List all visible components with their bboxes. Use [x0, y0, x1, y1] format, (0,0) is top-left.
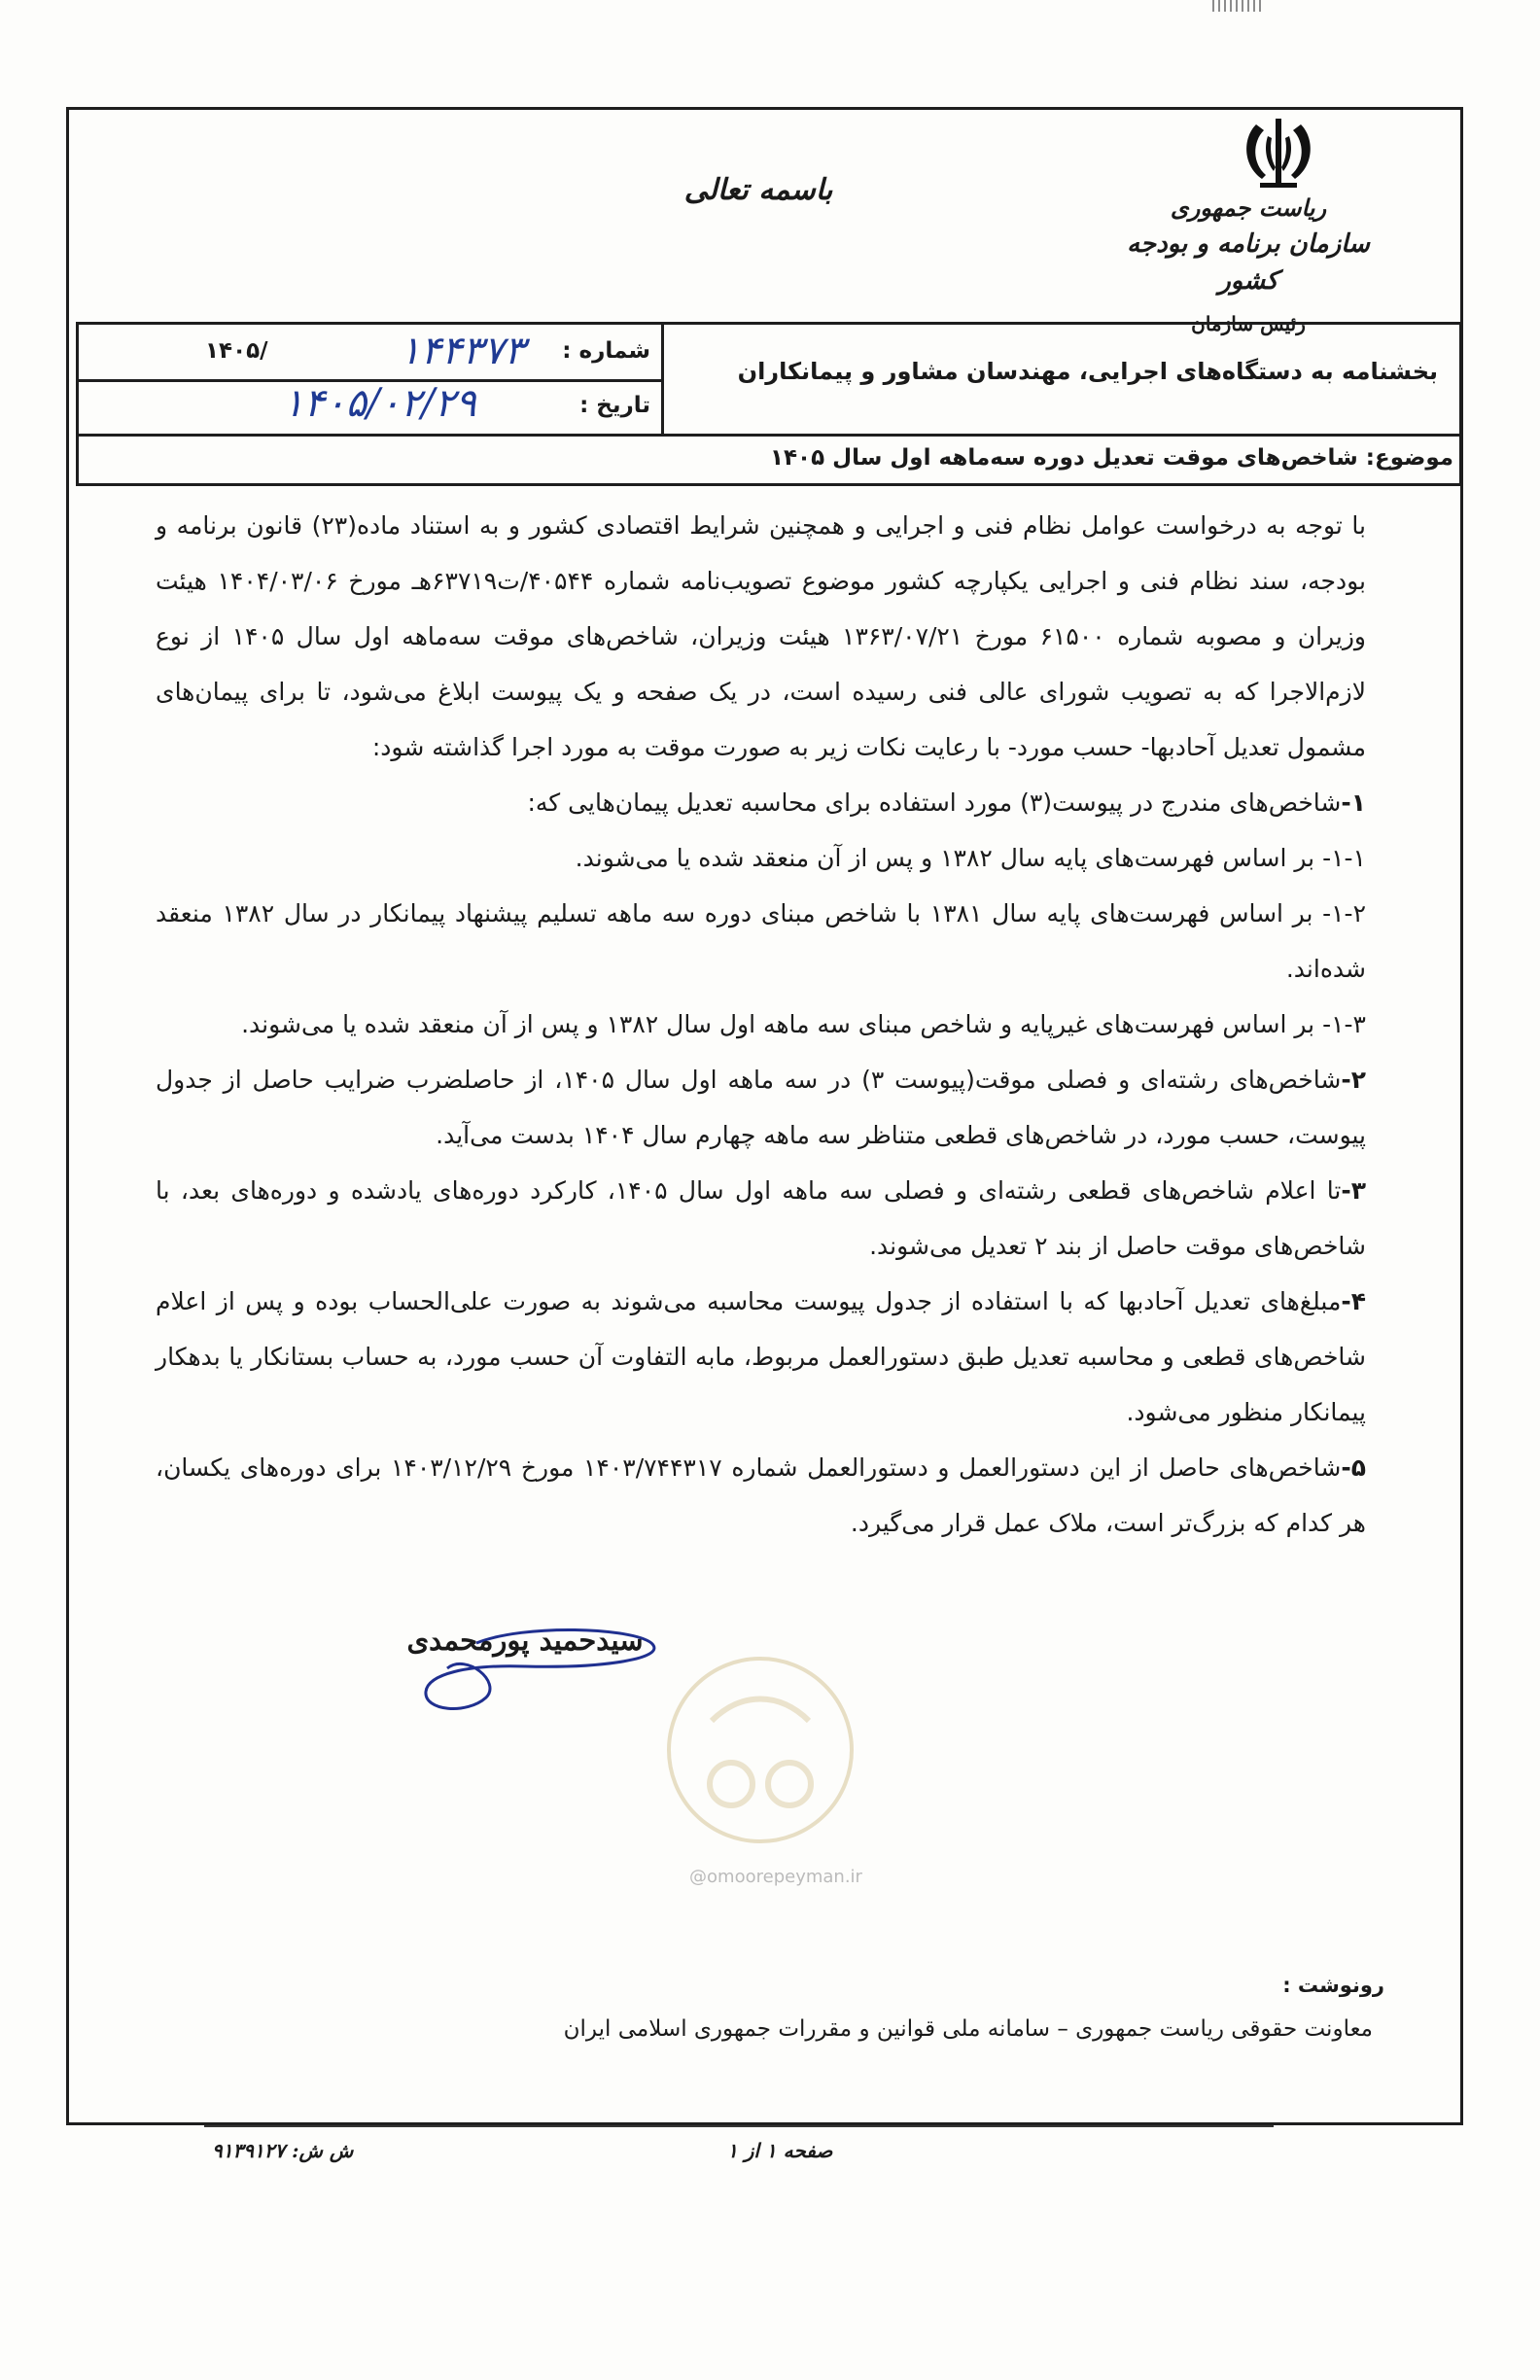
- footer-divider: [204, 2125, 1274, 2127]
- copies-recipients: معاونت حقوقی ریاست جمهوری – سامانه ملی قوانین و مقررات جمهوری اسلامی ایران: [563, 2016, 1373, 2042]
- scan-edge-marks: [1211, 0, 1270, 14]
- org-presidency: ریاست جمهوری: [1170, 193, 1327, 222]
- org-head-title: رئیس سازمان: [1191, 312, 1306, 335]
- clause-number: ۱-: [1341, 788, 1366, 817]
- page-number: صفحه ۱ از ۱: [727, 2139, 833, 2162]
- clause-number: ۲-: [1341, 1066, 1366, 1094]
- clause-text: شاخص‌های حاصل از این دستورالعمل و دستورالعمل شماره ۱۴۰۳/۷۴۴۳۱۷ مورخ ۱۴۰۳/۱۲/۲۹ برای دوره‌های یکسان، هر کدام که بزرگ‌تر است، ملاک عمل قرار می‌گیرد.: [156, 1453, 1366, 1537]
- copies-label: رونوشت :: [1282, 1974, 1384, 1997]
- clause-1-3: ۱-۳- بر اساس فهرست‌های غیرپایه و شاخص مبنای سه ماهه اول سال ۱۳۸۲ و پس از آن منعقد شده یا می‌شوند.: [241, 1010, 1366, 1038]
- clause-text: شاخص‌های مندرج در پیوست(۳) مورد استفاده برای محاسبه تعدیل پیمان‌هایی که:: [527, 788, 1342, 817]
- clause-number: ۴-: [1341, 1287, 1366, 1315]
- organization-header: [1122, 191, 1375, 340]
- clause-text: مبلغ‌های تعدیل آحادبها که با استفاده از جدول پیوست محاسبه می‌شوند به صورت علی‌الحساب بوده و پس از اعلام شاخص‌های قطعی و محاسبه تعدیل طبق دستورالعمل مربوط، مابه التفاوت آن حسب مورد، به حساب بستانکار یا بدهکار پیمانکار منظور می‌شود.: [156, 1287, 1366, 1426]
- org-name: سازمان برنامه و بودجه کشور: [1127, 229, 1370, 296]
- watermark-stamp-icon: [663, 1653, 858, 1847]
- letter-number-handwritten: ۱۴۴۳۷۳: [400, 329, 525, 373]
- clause-text: شاخص‌های رشته‌ای و فصلی موقت(پیوست ۳) در سه ماهه اول سال ۱۴۰۵، از حاصلضرب ضرایب حاصل از جدول پیوست، حسب مورد، در شاخص‌های قطعی متناظر سه ماهه چهارم سال ۱۴۰۴ بدست می‌آید.: [156, 1066, 1366, 1149]
- divider: [79, 434, 1459, 437]
- letter-subject: موضوع: شاخص‌های موقت تعدیل دوره سه‌ماهه اول سال ۱۴۰۵: [769, 445, 1453, 471]
- letter-date-handwritten: ۱۴۰۵/۰۲/۲۹: [283, 381, 476, 426]
- bismillah-heading: باسمه تعالی: [683, 173, 833, 207]
- clause-1: [156, 775, 1366, 830]
- letter-number-suffix: ۱۴۰۵/: [205, 338, 268, 364]
- addressee: بخشنامه به دستگاه‌های اجرایی، مهندسان مشاور و پیمانکاران: [737, 358, 1438, 385]
- clause-1-2: ۱-۲- بر اساس فهرست‌های پایه سال ۱۳۸۱ با شاخص مبنای دوره سه ماهه تسلیم پیشنهاد پیمانکار در سال ۱۳۸۲ منعقد شده‌اند.: [156, 899, 1367, 983]
- letter-header-box: [76, 322, 1462, 486]
- clause-4: [156, 1274, 1366, 1440]
- letter-body: [156, 498, 1366, 1551]
- clause-2: [156, 1052, 1366, 1163]
- clause-number: ۳-: [1341, 1176, 1366, 1205]
- clause-number: ۵-: [1341, 1453, 1366, 1482]
- clause-text: تا اعلام شاخص‌های قطعی رشته‌ای و فصلی سه ماهه اول سال ۱۴۰۵، کارکرد دوره‌های یادشده و دوره‌های بعد، با شاخص‌های موقت حاصل از بند ۲ تعدیل می‌شوند.: [156, 1176, 1366, 1260]
- tracking-number: ش ش: ۹۱۳۹۱۲۷: [212, 2139, 354, 2162]
- watermark-handle: @omoorepeyman.ir: [689, 1867, 862, 1887]
- iran-emblem-icon: [1237, 115, 1320, 192]
- clause-3: [156, 1163, 1366, 1274]
- letter-date-label: تاریخ :: [579, 393, 650, 418]
- clause-1-1: ۱-۱- بر اساس فهرست‌های پایه سال ۱۳۸۲ و پس از آن منعقد شده یا می‌شوند.: [575, 844, 1366, 872]
- clause-5: [156, 1440, 1366, 1551]
- letter-number-label: شماره :: [562, 338, 650, 364]
- signatory-name: سیدحمید پورمحمدی: [406, 1624, 644, 1657]
- intro-paragraph: با توجه به درخواست عوامل نظام فنی و اجرایی و همچنین شرایط اقتصادی کشور و به استناد ماده(۲۳) قانون برنامه و بودجه، سند نظام فنی و اجرایی یکپارچه کشور موضوع تصویب‌نامه شماره ۴۰۵۴۴/ت۶۳۷۱۹هـ مورخ ۱۴۰۴/۰۳/۰۶ هیئت وزیران و مصوبه شماره ۶۱۵۰۰ مورخ ۱۳۶۳/۰۷/۲۱ هیئت وزیران، شاخص‌های موقت سه‌ماهه اول سال ۱۴۰۵ از نوع لازم‌الاجرا که به تصویب شورای عالی فنی رسیده است، در یک صفحه و یک پیوست ابلاغ می‌شود، تا برای پیمان‌های مشمول تعدیل آحادبها- حسب مورد- با رعایت نکات زیر به صورت موقت به مورد اجرا گذاشته شود:: [156, 511, 1366, 761]
